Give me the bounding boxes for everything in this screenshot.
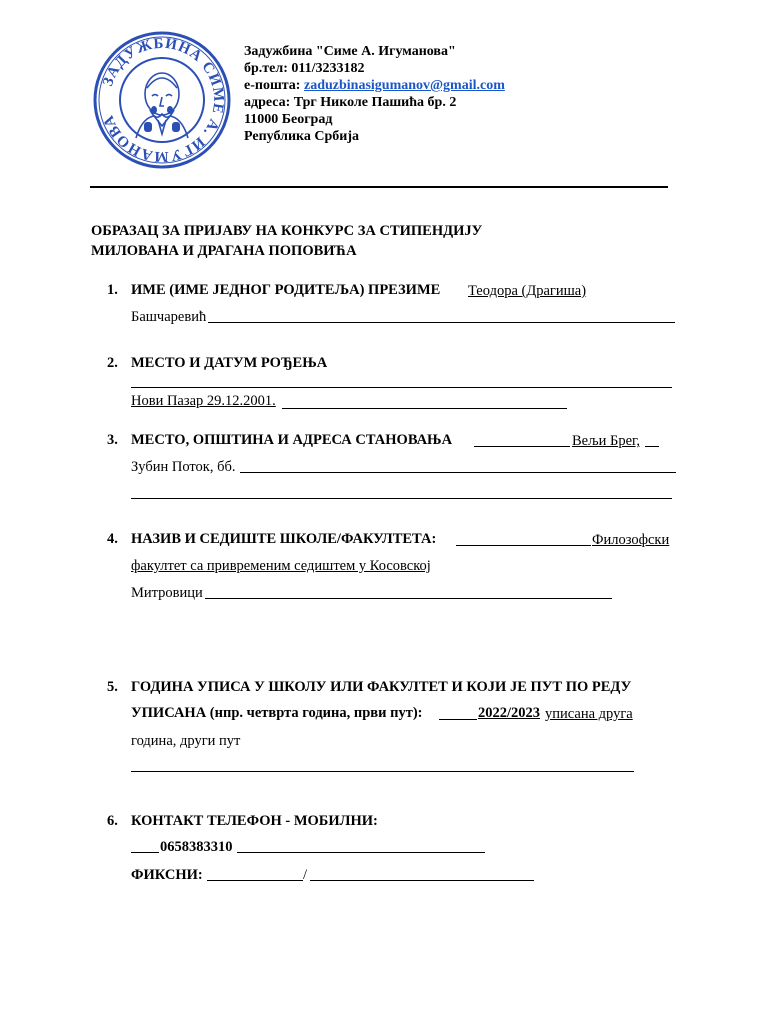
item-label: МЕСТО И ДАТУМ РОЂЕЊА: [131, 355, 328, 371]
header-email-label: e-пошта:: [244, 78, 304, 93]
item-number: 1.: [107, 282, 118, 298]
landline-field-part1[interactable]: [207, 880, 303, 881]
seal-ring-textpath: ЗАДУЖБИНА СИМЕ А. ИГУМАНОВА: [100, 35, 227, 165]
enroll-text-line2[interactable]: година, други пут: [131, 733, 241, 749]
name-value-line1[interactable]: Теодора (Драгиша): [468, 283, 587, 299]
header-phone: бр.тел: 011/3233182: [244, 61, 365, 76]
school-value-line3[interactable]: Митровици: [131, 585, 203, 601]
portrait-icon: [136, 73, 188, 138]
form-title-line2: МИЛОВАНА И ДРАГАНА ПОПОВИЋА: [91, 243, 357, 259]
item-label: МЕСТО, ОПШТИНА И АДРЕСА СТАНОВАЊА: [131, 432, 453, 448]
fill-line: [131, 498, 672, 499]
form-title-line1: ОБРАЗАЦ ЗА ПРИЈАВУ НА КОНКУРС ЗА СТИПЕНДИЈУ: [91, 223, 483, 239]
fill-line: [131, 852, 159, 853]
landline-label: ФИКСНИ:: [131, 867, 203, 883]
mobile-phone-value[interactable]: 0658383310: [160, 839, 233, 855]
fill-line: [240, 472, 676, 473]
item-number: 6.: [107, 813, 118, 829]
fill-line: [205, 598, 612, 599]
fill-line: [474, 446, 570, 447]
fill-line: [439, 719, 477, 720]
birth-value[interactable]: Нови Пазар 29.12.2001.: [131, 393, 276, 409]
fill-line: [645, 446, 659, 447]
enroll-text-line1[interactable]: уписана друга: [545, 706, 633, 722]
school-value-line1[interactable]: Филозофски: [592, 532, 670, 548]
residence-value-line1[interactable]: Вељи Брег,: [572, 433, 640, 449]
item-label-line2: УПИСАНА (нпр. четврта година, први пут):: [131, 705, 423, 721]
fill-line: [131, 387, 672, 388]
header-org-name: Задужбина "Симе А. Игуманова": [244, 44, 456, 59]
header-city: 11000 Београд: [244, 112, 333, 127]
fill-line: [237, 852, 485, 853]
fill-line: [131, 771, 634, 772]
fill-line: [208, 322, 675, 323]
portrait-shading: [144, 106, 180, 132]
fill-line: [456, 545, 591, 546]
item-number: 4.: [107, 531, 118, 547]
header-country: Република Србија: [244, 129, 360, 144]
school-value-line2[interactable]: факултет са привременим седиштем у Косовској: [131, 558, 431, 574]
item-label: КОНТАКТ ТЕЛЕФОН - МОБИЛНИ:: [131, 813, 378, 829]
header-divider: [90, 186, 668, 188]
header-email-row: [244, 77, 505, 94]
item-label-line1: ГОДИНА УПИСА У ШКОЛУ ИЛИ ФАКУЛТЕТ И КОЈИ ЈЕ ПУТ ПО РЕДУ: [131, 679, 632, 695]
item-label: НАЗИВ И СЕДИШТЕ ШКОЛЕ/ФАКУЛТЕТА:: [131, 531, 437, 547]
fill-line: [282, 408, 567, 409]
name-value-line2[interactable]: Башчаревић: [131, 309, 207, 325]
landline-field-part2[interactable]: [310, 880, 534, 881]
enroll-year-value[interactable]: 2022/2023: [478, 705, 541, 721]
residence-value-line2[interactable]: Зубин Поток, бб.: [131, 459, 236, 475]
item-number: 3.: [107, 432, 118, 448]
landline-separator: /: [303, 867, 308, 883]
item-number: 2.: [107, 355, 118, 371]
item-label: ИМЕ (ИМЕ ЈЕДНОГ РОДИТЕЉА) ПРЕЗИМЕ: [131, 282, 441, 298]
header-address: адреса: Трг Николе Пашића бр. 2: [244, 95, 457, 110]
item-number: 5.: [107, 679, 118, 695]
header-email-link[interactable]: zaduzbinasigumanov@gmail.com: [303, 78, 505, 93]
seal-graphic: [92, 30, 232, 170]
foundation-seal: [92, 30, 232, 170]
